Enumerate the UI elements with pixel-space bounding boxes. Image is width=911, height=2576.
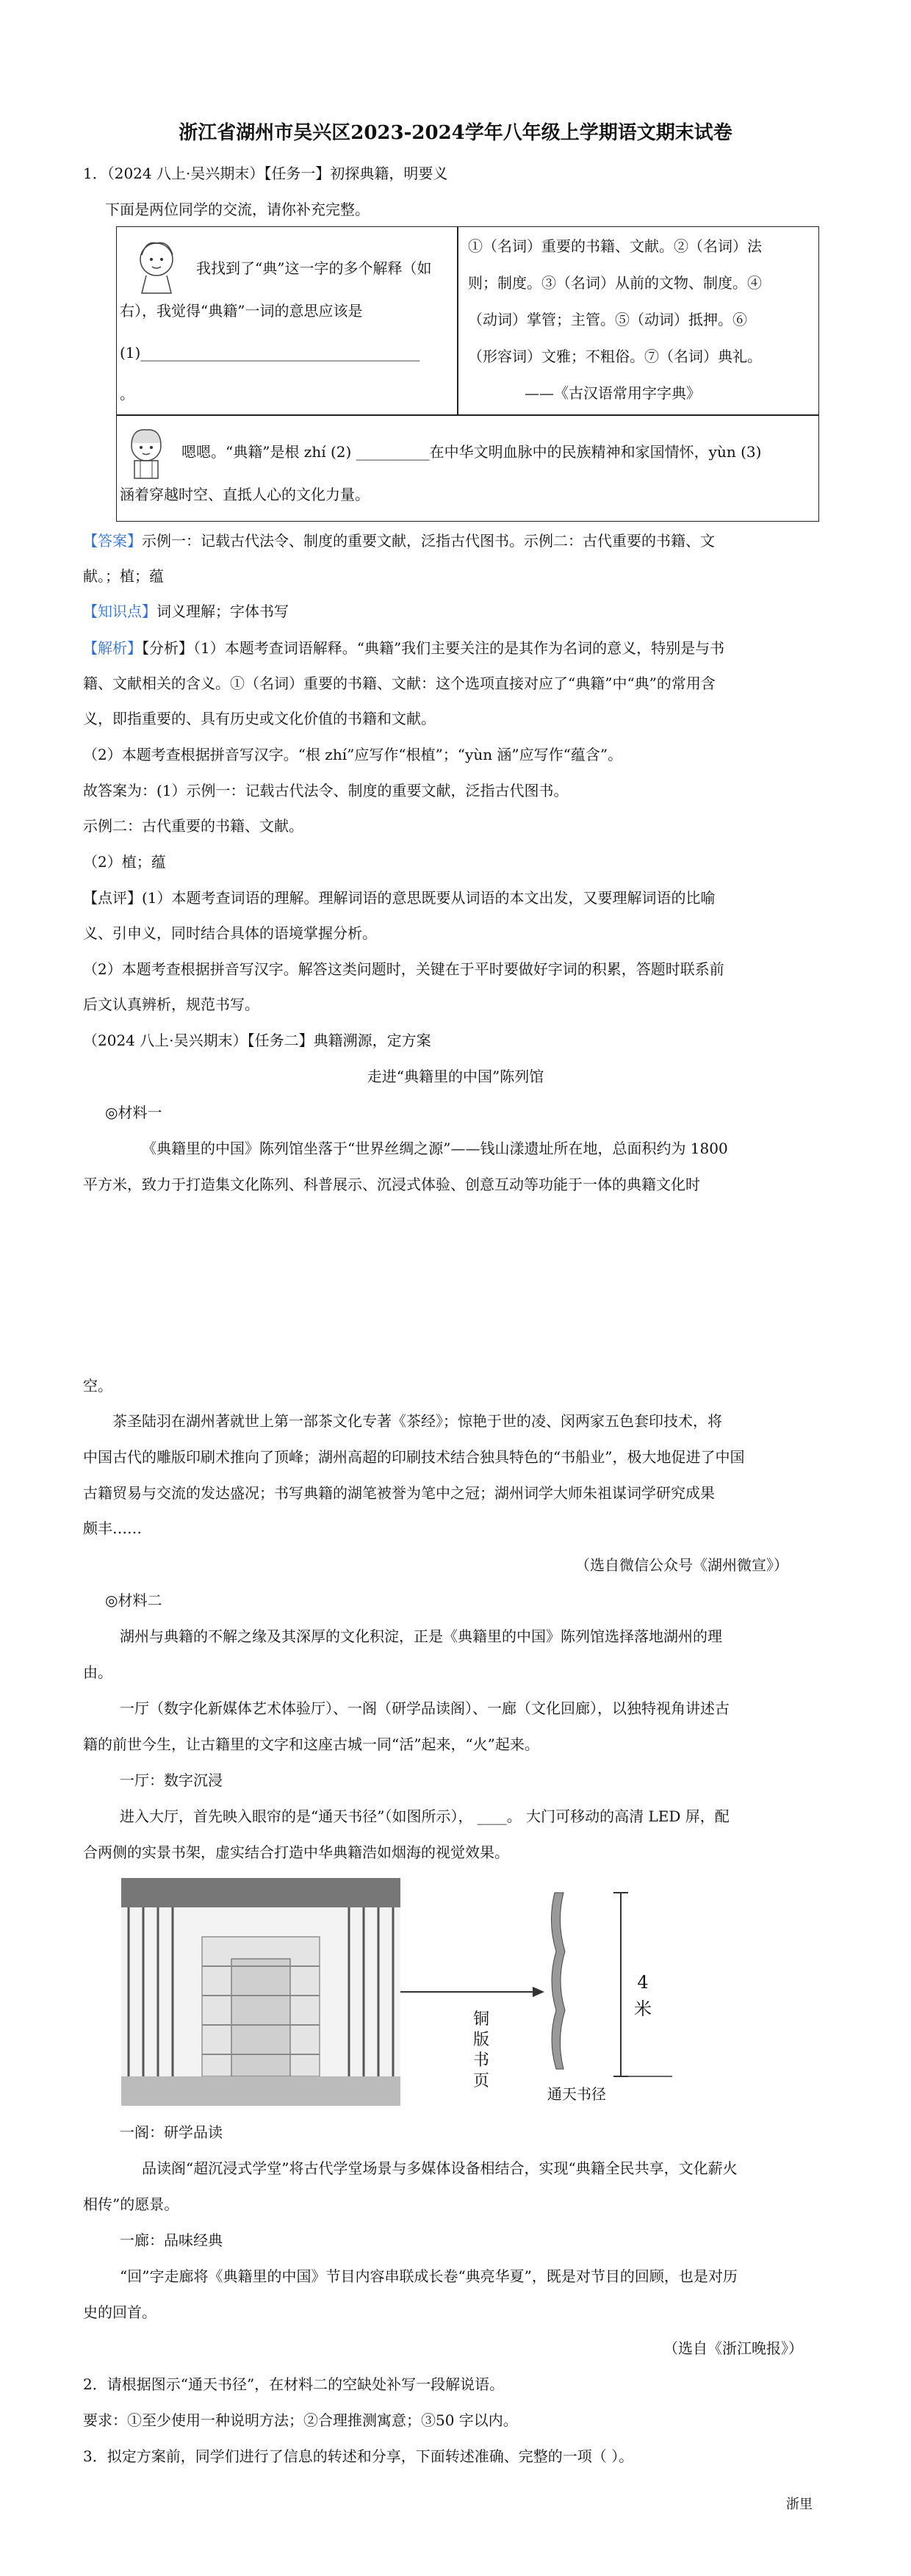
label-char-2: 版 xyxy=(472,2031,489,2049)
analysis-line1 xyxy=(83,638,724,658)
student1-blank[interactable]: (1)______________________________________ xyxy=(120,344,420,361)
height-number: 4 xyxy=(637,1972,649,1993)
analysis-label: 【解析】 xyxy=(83,639,142,657)
analysis-line11: 后文认真辨析，规范书写。 xyxy=(83,996,259,1013)
knowledge-label: 【知识点】 xyxy=(83,602,156,620)
label-char-4: 页 xyxy=(472,2072,489,2090)
height-unit: 米 xyxy=(634,1998,652,2019)
figure-height-label xyxy=(632,1969,654,2022)
material1-p5: 中国古代的雕版印刷术推向了顶峰；湖州高超的印刷技术结合独具特色的“书船业”，极大地促进了中国 xyxy=(83,1448,745,1466)
label-char-1: 铜 xyxy=(472,2010,489,2029)
q3-text: 3．拟定方案前，同学们进行了信息的转述和分享，下面转述准确、完整的一项（ ）。 xyxy=(83,2447,634,2465)
figure-caption: 通天书径 xyxy=(547,2085,606,2103)
dict-line3: （动词）掌管；主管。⑤（动词）抵押。⑥ xyxy=(468,311,747,328)
dict-line2: 则；制度。③（名词）从前的文物、制度。④ xyxy=(468,274,762,292)
answer-text: 示例一：记载古代法令、制度的重要文献，泛指古代图书。示例二：古代重要的书籍、文 xyxy=(142,532,715,550)
diagram-figure xyxy=(400,1878,819,2113)
answer-line2: 献。；植；蕴 xyxy=(83,567,164,585)
student-boy-icon xyxy=(121,422,173,481)
hall-photo xyxy=(121,1878,400,2106)
material2b-p3: 相传”的愿景。 xyxy=(83,2195,179,2213)
student2-line1: 嗯嗯。“典籍”是根 zhí (2) __________在中华文明血脉中的民族精神和家国情怀，yùn (3) xyxy=(181,443,762,461)
material2b-p5: “回”字走廊将《典籍里的中国》节目内容串联成长卷“典亮华夏”，既是对节目的回顾，也是对历 xyxy=(120,2267,738,2285)
answer-line1 xyxy=(83,530,715,551)
student2-line2: 涵着穿越时空、直抵人心的文化力量。 xyxy=(120,486,370,503)
dict-source: ——《古汉语常用字字典》 xyxy=(525,384,701,402)
analysis-line8: 【点评】(1）本题考查词语的理解。理解词语的意思既要从词语的本文出发，又要理解词语的比喻 xyxy=(83,889,716,907)
q2-requirements: 要求：①至少使用一种说明方法；②合理推测寓意；③50 字以内。 xyxy=(83,2411,518,2429)
material2-p1: 湖州与典籍的不解之缘及其深厚的文化积淀，正是《典籍里的中国》陈列馆选择落地湖州的理 xyxy=(120,1627,722,1645)
material1-p6: 古籍贸易与交流的发达盛况；书写典籍的湖笔被誉为笔中之冠；湖州词学大师朱祖谋词学研究成果 xyxy=(83,1484,715,1502)
material2b-p2: 品读阁“超沉浸式学堂”将古代学堂场景与多媒体设备相结合，实现“典籍全民共享，文化薪火 xyxy=(142,2159,738,2177)
material1-p3: 空。 xyxy=(83,1377,112,1395)
knowledge-text: 词义理解；字体书写 xyxy=(156,602,289,620)
q2-text: 2．请根据图示“通天书径”，在材料二的空缺处补写一段解说语。 xyxy=(83,2375,505,2393)
page-title: 浙江省湖州市吴兴区2023-2024学年八年级上学期语文期末试卷 xyxy=(179,122,732,144)
analysis-line3: 义，即指重要的、具有历史或文化价值的书籍和文献。 xyxy=(83,710,436,727)
student-girl-icon xyxy=(132,237,183,296)
analysis-line6: 示例二：古代重要的书籍、文献。 xyxy=(83,817,303,835)
material2-p7: 合两侧的实景书架，虚实结合打造中华典籍浩如烟海的视觉效果。 xyxy=(83,1843,509,1861)
material2-label: ◎材料二 xyxy=(105,1591,162,1609)
task2-header: （2024 八上·吴兴期末）【任务二】典籍溯源，定方案 xyxy=(83,1032,431,1049)
material1-p2: 平方米，致力于打造集文化陈列、科普展示、沉浸式体验、创意互动等功能于一体的典籍文化时 xyxy=(83,1176,700,1193)
material2-p2: 由。 xyxy=(83,1663,112,1681)
student1-line4: 。 xyxy=(120,385,134,403)
analysis-line5: 故答案为：(1）示例一：记载古代法令、制度的重要文献，泛指古代图书。 xyxy=(83,782,569,799)
material2-p6: 进入大厅，首先映入眼帘的是“通天书径”（如图所示）， ____。 大门可移动的高清 LED 屏，配 xyxy=(120,1807,730,1825)
student1-line2: 右），我觉得“典籍”一词的意思应该是 xyxy=(120,302,363,320)
source1: （选自微信公众号《湖州微宣》） xyxy=(575,1556,788,1574)
material2b-p6: 史的回首。 xyxy=(83,2303,156,2321)
figure-vertical-label xyxy=(470,2010,492,2092)
material2-p3: 一厅（数字化新媒体艺术体验厅）、一阁（研学品读阁）、一廊（文化回廊），以独特视角讲述古 xyxy=(120,1699,730,1717)
material1-p1: 《典籍里的中国》陈列馆坐落于“世界丝绸之源”——钱山漾遗址所在地，总面积约为 1800 xyxy=(142,1140,728,1157)
material1-label: ◎材料一 xyxy=(105,1104,162,1121)
material1-p4: 茶圣陆羽在湖州著就世上第一部茶文化专著《茶经》；惊艳于世的凌、闵两家五色套印技术，将 xyxy=(112,1412,722,1430)
dict-line1: ①（名词）重要的书籍、文献。②（名词）法 xyxy=(468,237,762,255)
knowledge-line xyxy=(83,601,289,622)
material2-p5: 一厅：数字沉浸 xyxy=(120,1771,223,1789)
analysis-line7: （2）植；蕴 xyxy=(83,853,166,871)
analysis-line2: 籍、文献相关的含义。①（名词）重要的书籍、文献：这个选项直接对应了“典籍”中“典”的常用含 xyxy=(83,674,716,692)
material2b-p4: 一廊：品味经典 xyxy=(120,2231,223,2249)
analysis-line10: （2）本题考查根据拼音写汉字。解答这类问题时，关键在于平时要做好字词的积累，答题时联系前 xyxy=(83,960,724,978)
footer-mark: 浙里 xyxy=(786,2497,813,2512)
material2b-p1: 一阁：研学品读 xyxy=(120,2123,223,2141)
analysis-line4: （2）本题考查根据拼音写汉字。“根 zhí”应写作“根植”；“yùn 涵”应写作“蕴含”。 xyxy=(83,746,623,763)
task2-subtitle: 走进“典籍里的中国”陈列馆 xyxy=(367,1068,544,1085)
analysis-line9: 义、引申义，同时结合具体的语境掌握分析。 xyxy=(83,924,377,942)
answer-label: 【答案】 xyxy=(83,532,142,550)
label-char-3: 书 xyxy=(472,2051,489,2070)
bronze-scroll xyxy=(551,1893,565,2069)
arrow-head xyxy=(533,1987,544,1997)
dict-line4: （形容词）文雅；不粗俗。⑦（名词）典礼。 xyxy=(468,348,762,365)
q1-intro: 下面是两位同学的交流，请你补充完整。 xyxy=(105,201,370,218)
q1-header: 1．（2024 八上·吴兴期末）【任务一】初探典籍，明要义 xyxy=(83,165,448,182)
student1-line1: 我找到了“典”这一字的多个解释（如 xyxy=(196,259,432,277)
analysis-text: 【分析】（1）本题考查词语解释。“典籍”我们主要关注的是其作为名词的意义，特别是与书 xyxy=(142,639,725,657)
material1-p7: 颇丰…… xyxy=(83,1519,142,1537)
source2: （选自《浙江晚报》） xyxy=(663,2339,803,2357)
material2-p4: 籍的前世今生，让古籍里的文字和这座古城一同“活”起来，“火”起来。 xyxy=(83,1735,539,1753)
exchange-table xyxy=(116,226,819,522)
